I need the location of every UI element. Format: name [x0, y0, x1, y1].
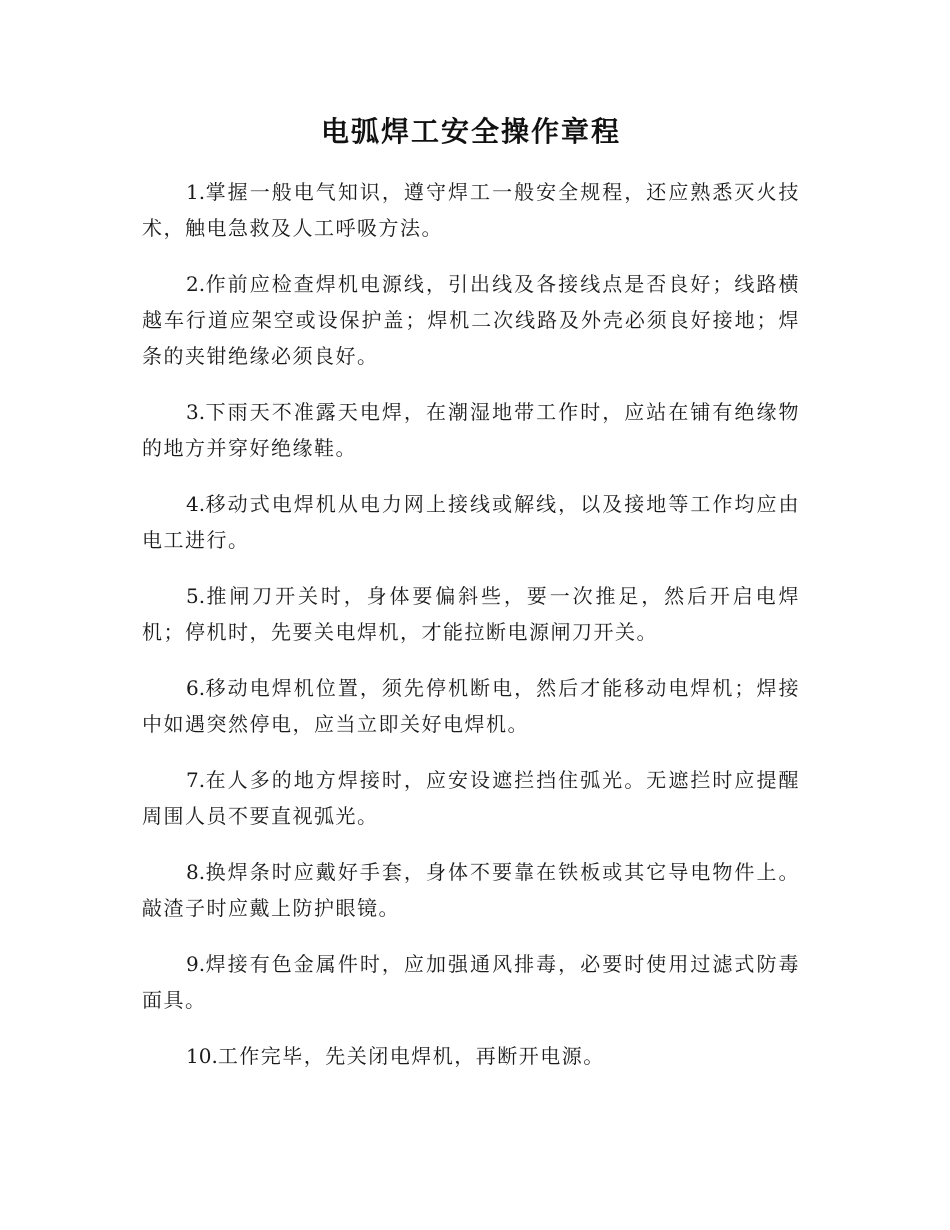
rule-number: 7. [186, 768, 206, 792]
rule-text: 推闸刀开关时，身体要偏斜些，要一次推足，然后开启电焊机；停机时，先要关电焊机，才能拉断电源闸刀开关。 [142, 584, 800, 644]
rule-item-1 [142, 174, 800, 246]
rule-text: 移动电焊机位置，须先停机断电，然后才能移动电焊机；焊接中如遇突然停电，应当立即关好电焊机。 [142, 676, 800, 736]
rule-text: 工作完毕，先关闭电焊机，再断开电源。 [217, 1044, 605, 1068]
rule-item-6 [142, 670, 800, 742]
rule-number: 10. [186, 1044, 218, 1068]
rule-number: 8. [186, 860, 206, 884]
rule-item-5 [142, 578, 800, 650]
rule-item-3 [142, 394, 800, 466]
rule-item-7 [142, 762, 800, 834]
rule-text: 下雨天不准露天电焊，在潮湿地带工作时，应站在铺有绝缘物的地方并穿好绝缘鞋。 [142, 400, 800, 460]
rule-number: 3. [186, 400, 206, 424]
rule-number: 5. [186, 584, 206, 608]
rule-item-9 [142, 946, 800, 1018]
rule-text: 在人多的地方焊接时，应安设遮拦挡住弧光。无遮拦时应提醒周围人员不要直视弧光。 [142, 768, 800, 828]
rule-number: 6. [186, 676, 206, 700]
rule-item-4 [142, 486, 800, 558]
rule-text: 移动式电焊机从电力网上接线或解线，以及接地等工作均应由电工进行。 [142, 492, 800, 552]
rule-number: 1. [186, 180, 206, 204]
rule-text: 换焊条时应戴好手套，身体不要靠在铁板或其它导电物件上。敲渣子时应戴上防护眼镜。 [142, 860, 800, 920]
rule-number: 2. [186, 272, 206, 296]
rule-number: 4. [186, 492, 206, 516]
rule-item-8 [142, 854, 800, 926]
rule-text: 作前应检查焊机电源线，引出线及各接线点是否良好；线路横越车行道应架空或设保护盖；焊机二次线路及外壳必须良好接地；焊条的夹钳绝缘必须良好。 [142, 272, 800, 368]
rule-list [142, 174, 800, 1074]
rule-number: 9. [186, 952, 206, 976]
rule-text: 焊接有色金属件时，应加强通风排毒，必要时使用过滤式防毒面具。 [142, 952, 800, 1012]
rule-text: 掌握一般电气知识，遵守焊工一般安全规程，还应熟悉灭火技术，触电急救及人工呼吸方法。 [142, 180, 800, 240]
rule-item-2 [142, 266, 800, 374]
page-title: 电弧焊工安全操作章程 [320, 115, 621, 148]
rule-item-10 [142, 1038, 800, 1074]
